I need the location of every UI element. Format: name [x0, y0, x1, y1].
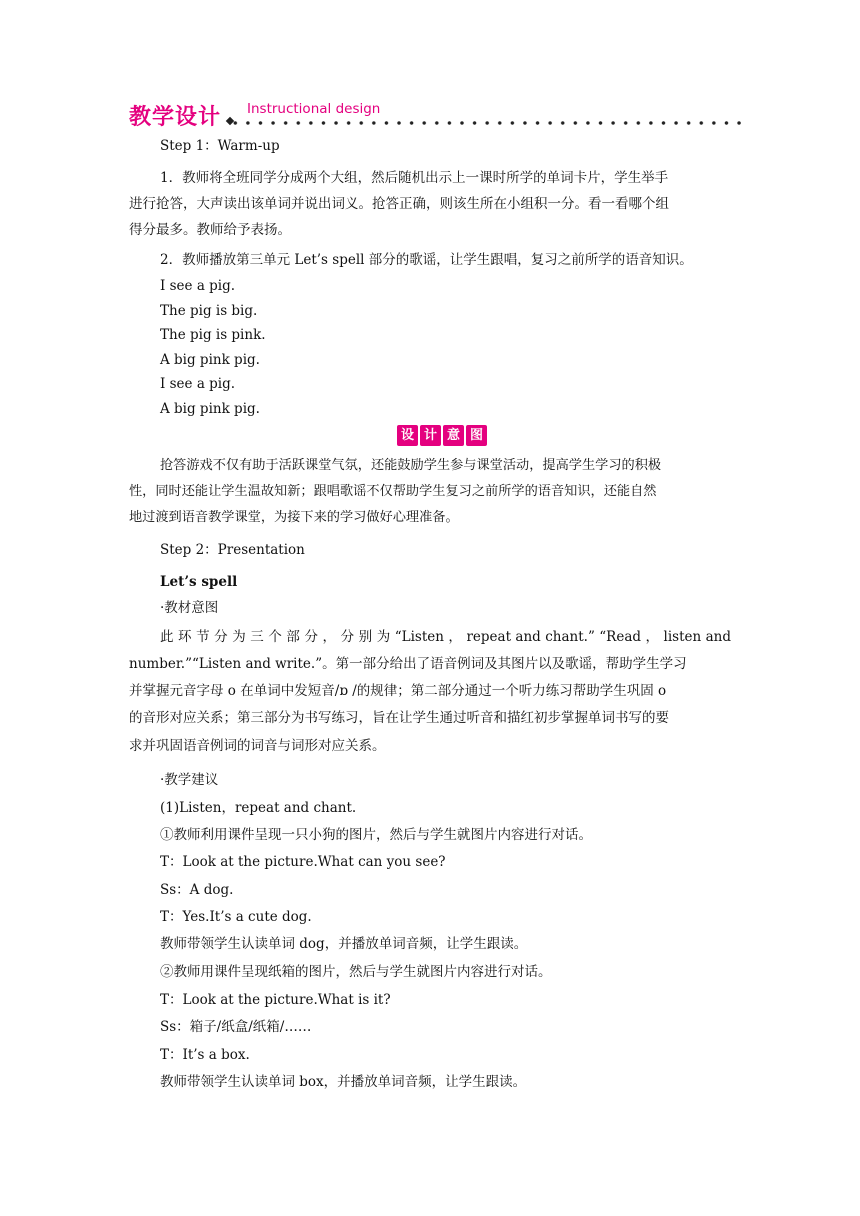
badge-char: 计 — [420, 425, 441, 446]
step2-heading: Step 2：Presentation — [160, 542, 305, 558]
item-2: ②教师用课件呈现纸箱的图片，然后与学生就图片内容进行对话。 — [160, 964, 552, 980]
step1-heading: Step 1：Warm-up — [160, 138, 280, 154]
chant-line: I see a pig. — [160, 278, 236, 294]
design-intent-line3: 地过渡到语音教学课堂，为接下来的学习做好心理准备。 — [129, 510, 459, 525]
chant-line: The pig is big. — [160, 303, 258, 319]
dialogue-line: T：Yes.It’s a cute dog. — [160, 909, 312, 925]
sub-heading-1: (1)Listen，repeat and chant. — [160, 800, 357, 816]
suggest-label: ·教学建议 — [160, 772, 219, 788]
dialogue-line: Ss：A dog. — [160, 882, 234, 898]
badge-char: 意 — [443, 425, 464, 446]
chant-line: A big pink pig. — [160, 401, 260, 417]
step1-p2: 2．教师播放第三单元 Let’s spell 部分的歌谣，让学生跟唱，复习之前所学的语音知识。 — [160, 252, 693, 268]
material-line1: 此 环 节 分 为 三 个 部 分 ， 分 别 为 “Listen ， repeat and chant.” “Read ， listen and — [160, 629, 731, 645]
dialogue-line: T：Look at the picture.What is it? — [160, 992, 391, 1008]
material-line3: 并掌握元音字母 o 在单词中发短音/ɒ /的规律；第二部分通过一个听力练习帮助学生巩固 o — [129, 683, 667, 699]
dialogue-line: Ss：箱子/纸盒/纸箱/…… — [160, 1019, 312, 1035]
step1-p1-line3: 得分最多。教师给予表扬。 — [129, 222, 291, 238]
dialogue-line: T：Look at the picture.What can you see? — [160, 854, 446, 870]
dialogue-line: T：It’s a box. — [160, 1047, 250, 1063]
item-1: ①教师利用课件呈现一只小狗的图片，然后与学生就图片内容进行对话。 — [160, 827, 592, 843]
design-intent-line1: 抢答游戏不仅有助于活跃课堂气氛，还能鼓励学生参与课堂活动，提高学生学习的积极 — [160, 458, 662, 473]
design-intent-badge — [397, 425, 487, 446]
header-title: 教学设计 — [129, 105, 222, 130]
section-header — [129, 96, 741, 132]
material-line4: 的音形对应关系；第三部分为书写练习，旨在让学生通过听音和描红初步掌握单词书写的要 — [129, 710, 669, 726]
design-intent-line2: 性，同时还能让学生温故知新；跟唱歌谣不仅帮助学生复习之前所学的语音知识，还能自然 — [129, 484, 657, 499]
badge-char: 图 — [466, 425, 487, 446]
chant-line: The pig is pink. — [160, 327, 266, 343]
chant-line: A big pink pig. — [160, 352, 260, 368]
material-label: ·教材意图 — [160, 600, 219, 616]
material-line2: number.”“Listen and write.”。第一部分给出了语音例词及其图片以及歌谣，帮助学生学习 — [129, 656, 687, 672]
section-title: Let’s spell — [160, 574, 238, 590]
badge-char: 设 — [397, 425, 418, 446]
chant-line: I see a pig. — [160, 376, 236, 392]
material-line5: 求并巩固语音例词的词音与词形对应关系。 — [129, 738, 386, 754]
note-line: 教师带领学生认读单词 dog，并播放单词音频，让学生跟读。 — [160, 936, 528, 952]
step1-p1-line2: 进行抢答，大声读出该单词并说出词义。抢答正确，则该生所在小组积一分。看一看哪个组 — [129, 196, 669, 212]
step1-p1-line1: 1．教师将全班同学分成两个大组，然后随机出示上一课时所学的单词卡片，学生举手 — [160, 170, 669, 186]
dotted-rule — [229, 119, 741, 127]
note-line: 教师带领学生认读单词 box，并播放单词音频，让学生跟读。 — [160, 1074, 527, 1090]
header-subtitle: Instructional design — [242, 100, 385, 118]
